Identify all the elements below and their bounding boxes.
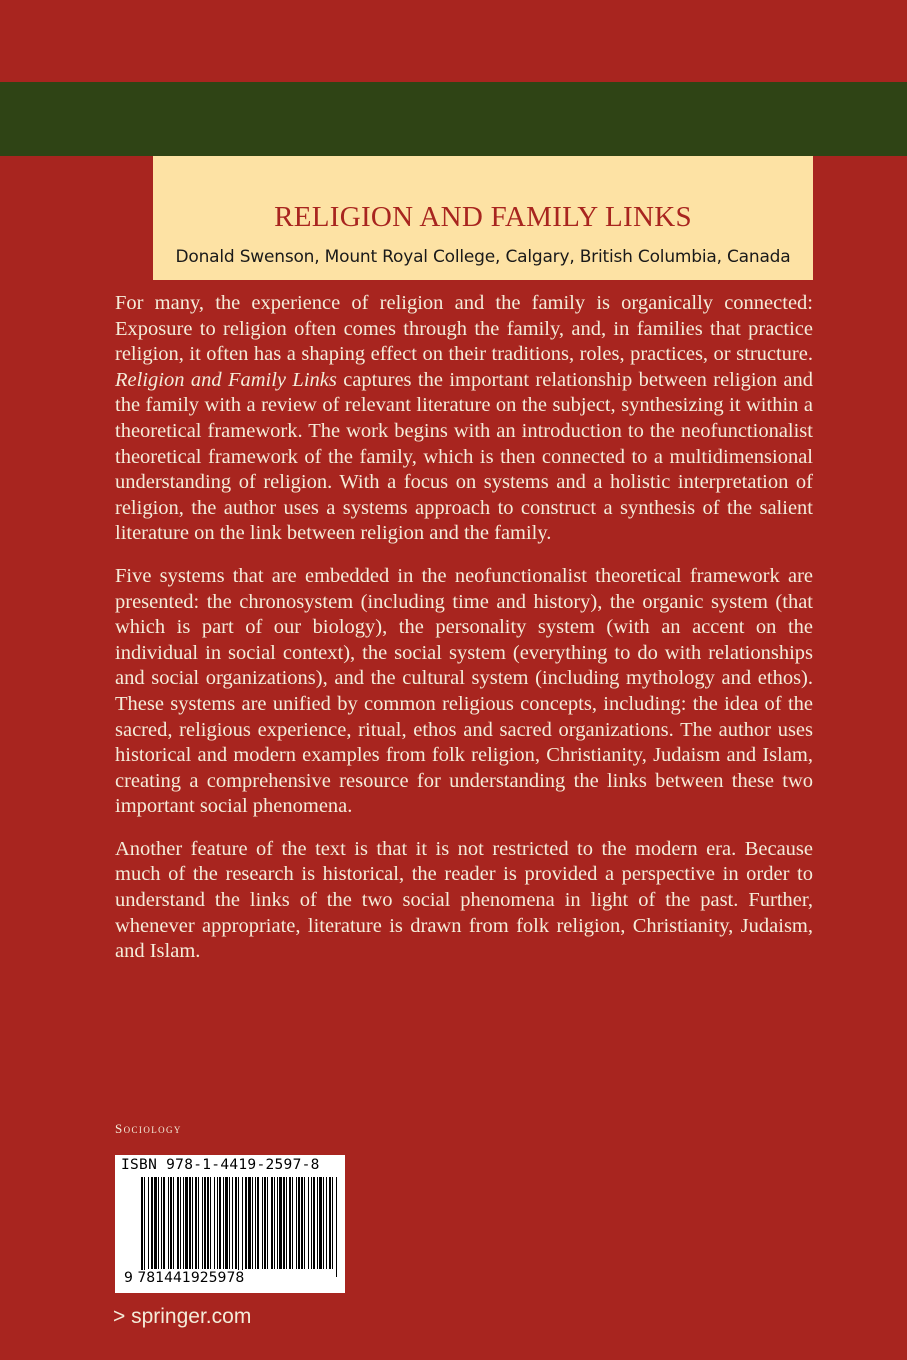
barcode-bar — [163, 1177, 165, 1269]
springer-link[interactable]: > springer.com — [113, 1305, 252, 1328]
barcode-bar — [170, 1177, 172, 1269]
barcode-bar — [207, 1177, 209, 1269]
barcode-bar — [257, 1177, 259, 1269]
book-title: RELIGION AND FAMILY LINKS — [274, 201, 692, 233]
barcode-bar — [304, 1177, 305, 1269]
barcode-bar — [161, 1177, 162, 1269]
barcode-bar — [185, 1177, 188, 1269]
blurb-paragraph-3: Another feature of the text is that it is not restricted to the modern era. Because much of the research is historical, the reader is provided a perspective in order to understand the links of the two social phenomena in light of the past. Further, whenever appropriate, literature is drawn from folk religion, Christianity, Judaism, and Islam. — [115, 837, 813, 963]
barcode-bar — [277, 1177, 278, 1269]
barcode-bar — [204, 1177, 206, 1269]
barcode-bar — [242, 1177, 243, 1277]
barcode-bar — [202, 1177, 203, 1269]
barcode-bar — [148, 1177, 149, 1269]
barcode-bar — [151, 1177, 153, 1269]
barcode-bar — [329, 1177, 331, 1269]
barcode-bar — [141, 1177, 143, 1277]
barcode-bar — [158, 1177, 159, 1269]
barcode-bars — [141, 1177, 339, 1277]
barcode-bar — [264, 1177, 266, 1269]
barcode-bar — [271, 1177, 273, 1269]
barcode-bar — [289, 1177, 291, 1269]
blurb-paragraph-2: Five systems that are embedded in the neofunctionalist theoretical framework are presented: the chronosystem (including time and history), the organic system (that which is part of our biology), the personality system (with an accent on the individual in social context), the social system (everything to do with relationships and social organizations), and the cultural system (including mythology and ethos). These systems are unified by common religious concepts, including: the idea of the sacred, religious experience, ritual, ethos and sacred organizations. The author uses historical and modern examples from folk religion, Christianity, Judaism and Islam, creating a comprehensive resource for understanding the links between these two important social phenomena. — [115, 564, 813, 818]
barcode-bar — [292, 1177, 293, 1269]
title-box — [153, 156, 813, 280]
barcode-bar — [223, 1177, 224, 1269]
barcode-bar — [229, 1177, 230, 1269]
category-label: Sociology — [115, 1121, 182, 1136]
barcode-bar — [298, 1177, 300, 1269]
barcode-bar — [144, 1177, 145, 1277]
barcode-bar — [180, 1177, 181, 1269]
green-band — [0, 82, 907, 156]
barcode-bar — [313, 1177, 315, 1269]
barcode-bar — [267, 1177, 268, 1269]
isbn-text: ISBN 978-1-4419-2597-8 — [121, 1157, 320, 1173]
back-cover-blurb — [115, 291, 813, 982]
barcode-bar — [279, 1177, 282, 1269]
isbn-barcode — [115, 1155, 345, 1293]
barcode-bar — [286, 1177, 287, 1269]
barcode-bar — [195, 1177, 197, 1269]
barcode-bar — [255, 1177, 256, 1269]
barcode-bar — [192, 1177, 193, 1269]
barcode-bar — [235, 1177, 237, 1269]
barcode-bar — [154, 1177, 157, 1269]
barcode-bar — [225, 1177, 228, 1269]
barcode-bar — [301, 1177, 303, 1269]
author-line: Donald Swenson, Mount Royal College, Calgary, British Columbia, Canada — [175, 247, 791, 267]
blurb-paragraph-1: For many, the experience of religion and the family is organically connected: Exposure to religion often comes through the family, and, in families that practice religion, it often has a shaping effect on their traditions, roles, practices, or structure. Religion and Family Links captures the important relationship between religion and the family with a review of relevant literature on the subject, synthesizing it within a theoretical framework. The work begins with an introduction to the neofunctionalist theoretical framework of the family, which is then connected to a multidimensional understanding of religion. With a focus on systems and a holistic interpretation of religion, the author uses a systems approach to construct a synthesis of the salient literature on the link between religion and the family. — [115, 292, 813, 545]
barcode-bar — [217, 1177, 218, 1269]
barcode-bar — [326, 1177, 327, 1269]
barcode-bar — [238, 1177, 239, 1277]
barcode-bar — [252, 1177, 253, 1269]
ean-digits: 9 781441925978 — [124, 1270, 245, 1286]
barcode-bar — [317, 1177, 318, 1269]
barcode-bar — [283, 1177, 285, 1269]
barcode-bar — [319, 1177, 322, 1269]
barcode-bar — [323, 1177, 324, 1269]
barcode-bar — [214, 1177, 215, 1269]
book-title-italic: Religion and Family Links — [115, 368, 337, 391]
barcode-bar — [336, 1177, 337, 1277]
barcode-bar — [308, 1177, 309, 1269]
barcode-bar — [248, 1177, 251, 1269]
barcode-bar — [274, 1177, 275, 1269]
barcode-bar — [173, 1177, 174, 1269]
barcode-bar — [332, 1177, 333, 1269]
barcode-bar — [183, 1177, 184, 1269]
barcode-bar — [296, 1177, 297, 1269]
barcode-bar — [210, 1177, 211, 1269]
barcode-bar — [198, 1177, 199, 1269]
barcode-bar — [168, 1177, 169, 1269]
barcode-bar — [245, 1177, 247, 1269]
barcode-bar — [189, 1177, 191, 1269]
barcode-bar — [219, 1177, 221, 1269]
barcode-bar — [262, 1177, 263, 1269]
barcode-bar — [177, 1177, 179, 1269]
barcode-bar — [232, 1177, 233, 1269]
barcode-bar — [311, 1177, 312, 1269]
